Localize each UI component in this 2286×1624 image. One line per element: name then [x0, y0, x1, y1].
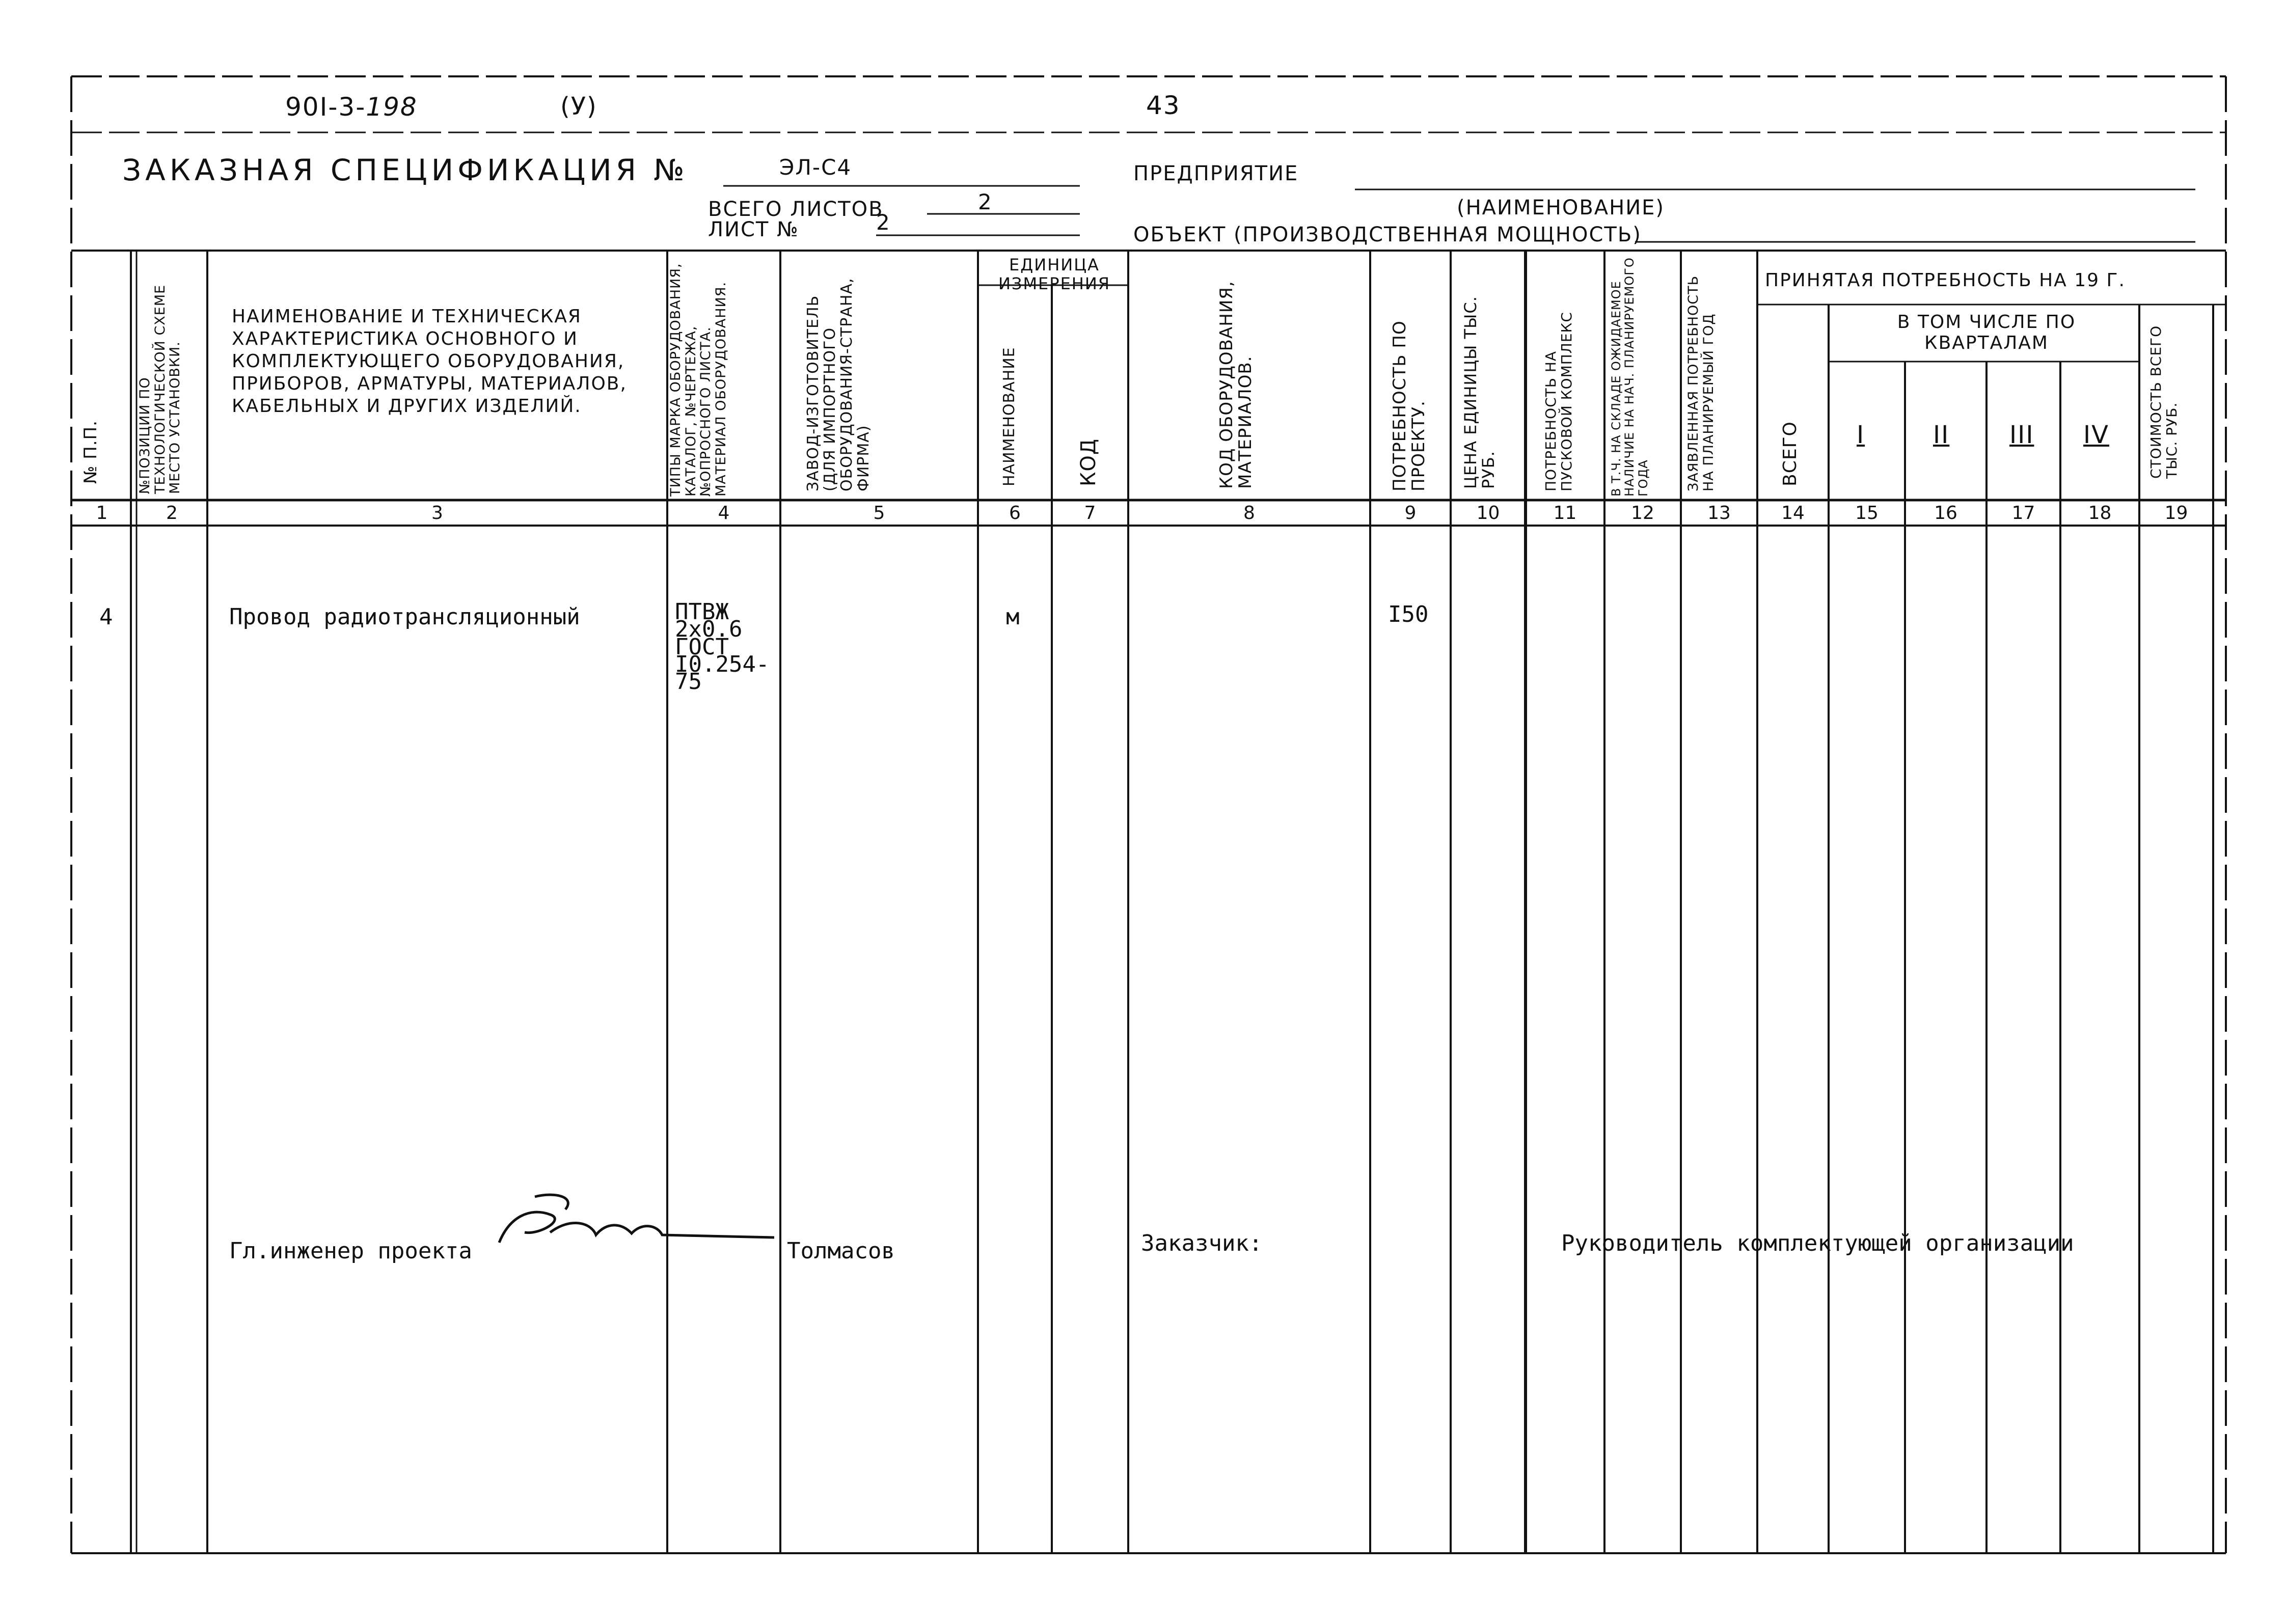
document-code — [285, 94, 418, 120]
col-number-8: 8 — [1243, 503, 1255, 524]
chief-engineer-label: Гл.инженер проекта — [229, 1238, 472, 1264]
quarter-3-header: III — [2009, 421, 2034, 449]
object-label: ОБЪЕКТ (ПРОИЗВОДСТВЕННАЯ МОЩНОСТЬ) — [1133, 223, 1642, 246]
col-13-header: ЗАЯВЛЕННАЯ ПОТРЕБНОСТЬ НА ПЛАНИРУЕМЫЙ ГОД — [1685, 275, 1717, 491]
col-4-header: ТИПЫ МАРКА ОБОРУДОВАНИЯ, КАТАЛОГ, №ЧЕРТЕЖА, №ОПРОСНОГО ЛИСТА. МАТЕРИАЛ ОБОРУДОВАНИЯ. — [668, 263, 729, 497]
quarter-2-header: II — [1933, 421, 1950, 449]
item-type-mark: ПТВЖ 2х0.6 ГОСТ I0.254- 75 — [675, 599, 770, 695]
signature-icon — [489, 1187, 790, 1258]
document-code-prefix: 90I-3- — [285, 92, 366, 122]
col-number-6: 6 — [1009, 503, 1021, 524]
enterprise-hint: (НАИМЕНОВАНИЕ) — [1457, 196, 1665, 219]
item-name: Провод радиотрансляционный — [229, 604, 580, 630]
total-sheets-label: ВСЕГО ЛИСТОВ — [708, 198, 884, 221]
col-number-16: 16 — [1934, 503, 1957, 524]
sheet-label: ЛИСТ № — [708, 218, 799, 241]
quarters-group-header: В ТОМ ЧИСЛЕ ПО КВАРТАЛАМ — [1897, 312, 2076, 354]
specification-title: ЗАКАЗНАЯ СПЕЦИФИКАЦИЯ № — [122, 153, 689, 187]
item-project-need: I50 — [1388, 601, 1429, 627]
col-number-2: 2 — [166, 503, 178, 524]
col-3-header: НАИМЕНОВАНИЕ И ТЕХНИЧЕСКАЯ ХАРАКТЕРИСТИКА ОСНОВНОГО И КОМПЛЕКТУЮЩЕГО ОБОРУДОВАНИЯ, ПРИБОРОВ, АРМАТУРЫ, МАТЕРИАЛОВ, КАБЕЛЬНЫХ И ДРУГИХ ИЗДЕЛИЙ. — [232, 306, 627, 417]
accepted-group-header: ПРИНЯТАЯ ПОТРЕБНОСТЬ НА 19 Г. — [1765, 270, 2126, 291]
item-unit: м — [1006, 604, 1020, 630]
col-number-1: 1 — [96, 503, 108, 524]
document-variant: (У) — [560, 92, 597, 121]
col-number-11: 11 — [1553, 503, 1577, 524]
col-number-17: 17 — [2011, 503, 2035, 524]
col-2-header: №ПОЗИЦИИ ПО ТЕХНОЛОГИЧЕСКОЙ СХЕМЕ МЕСТО УСТАНОВКИ. — [137, 284, 183, 494]
col-6-header: НАИМЕНОВАНИЕ — [1000, 347, 1018, 486]
col-number-3: 3 — [431, 503, 443, 524]
sheet-value: 2 — [876, 210, 891, 235]
specification-number: ЭЛ-С4 — [779, 155, 852, 180]
total-sheets-value: 2 — [978, 189, 993, 214]
col-12-header: В Т.Ч. НА СКЛАДЕ ОЖИДАЕМОЕ НАЛИЧИЕ НА НАЧ. ПЛАНИРУЕМОГО ГОДА — [1609, 257, 1650, 497]
col-number-18: 18 — [2088, 503, 2112, 524]
col-number-14: 14 — [1781, 503, 1805, 524]
quarter-4-header: IV — [2083, 421, 2109, 449]
row-number: 4 — [99, 604, 113, 630]
col-7-header: КОД — [1077, 438, 1100, 486]
col-11-header: ПОТРЕБНОСТЬ НА ПУСКОВОЙ КОМПЛЕКС — [1542, 312, 1575, 491]
col-1-header: № П.П. — [80, 420, 101, 484]
col-number-12: 12 — [1631, 503, 1654, 524]
col-number-10: 10 — [1476, 503, 1500, 524]
col-number-4: 4 — [718, 503, 730, 524]
unit-group-header: ЕДИНИЦА ИЗМЕРЕНИЯ — [998, 255, 1111, 293]
col-number-19: 19 — [2164, 503, 2188, 524]
enterprise-label: ПРЕДПРИЯТИЕ — [1133, 162, 1299, 185]
col-14-header: ВСЕГО — [1780, 421, 1801, 486]
col-10-header: ЦЕНА ЕДИНИЦЫ ТЫС. РУБ. — [1461, 296, 1499, 489]
col-9-header: ПОТРЕБНОСТЬ ПО ПРОЕКТУ. — [1390, 320, 1429, 491]
quarter-1-header: I — [1857, 421, 1865, 449]
col-8-header: КОД ОБОРУДОВАНИЯ, МАТЕРИАЛОВ. — [1216, 281, 1256, 489]
col-19-header: СТОИМОСТЬ ВСЕГО ТЫС. РУБ. — [2147, 325, 2180, 479]
col-number-7: 7 — [1084, 503, 1096, 524]
supplier-head-label: Руководитель комплектующей организации — [1561, 1230, 2074, 1256]
col-number-5: 5 — [873, 503, 885, 524]
page-number: 43 — [1146, 91, 1181, 120]
col-5-header: ЗАВОД-ИЗГОТОВИТЕЛЬ (ДЛЯ ИМПОРТНОГО ОБОРУДОВАНИЯ-СТРАНА, ФИРМА) — [804, 278, 873, 491]
chief-engineer-name: Толмасов — [787, 1238, 895, 1264]
col-number-15: 15 — [1855, 503, 1879, 524]
col-number-13: 13 — [1707, 503, 1731, 524]
document-code-suffix: 198 — [366, 92, 418, 122]
col-number-9: 9 — [1404, 503, 1417, 524]
customer-label: Заказчик: — [1141, 1230, 1263, 1256]
